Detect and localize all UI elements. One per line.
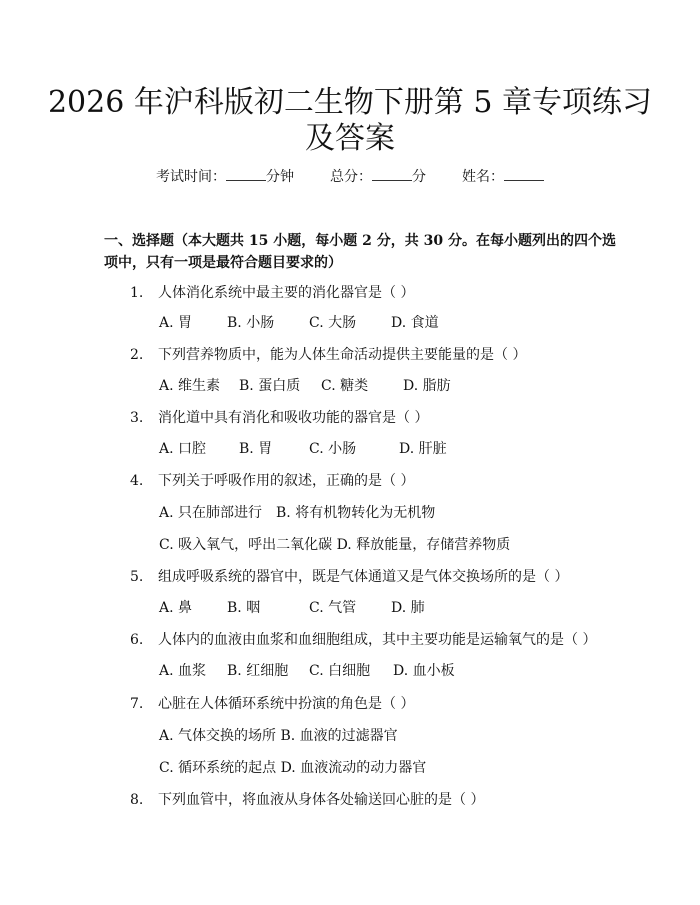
option-a: A. 血浆 bbox=[159, 663, 207, 679]
question-2 bbox=[130, 345, 526, 365]
name-label: 姓名： bbox=[462, 169, 504, 185]
option-b: B. 蛋白质 bbox=[239, 378, 301, 394]
section-heading: 一、选择题（本大题共 15 小题，每小题 2 分，共 30 分。在每小题列出的四个选 bbox=[104, 233, 616, 249]
question-4-options-line1: A. 只在肺部进行 B. 将有机物转化为无机物 bbox=[159, 505, 436, 521]
question-5-options bbox=[159, 598, 425, 618]
question-7-options-line1: A. 气体交换的场所 B. 血液的过滤器官 bbox=[159, 728, 398, 744]
option-d: D. 食道 bbox=[391, 315, 439, 331]
question-number: 4. bbox=[130, 473, 144, 489]
question-number: 2. bbox=[130, 347, 144, 363]
question-1 bbox=[130, 283, 414, 303]
name-blank bbox=[504, 166, 544, 181]
score-unit: 分 bbox=[412, 169, 426, 185]
question-number: 5. bbox=[130, 569, 144, 585]
question-3-options bbox=[159, 439, 447, 459]
option-a: A. 口腔 bbox=[159, 441, 207, 457]
question-text: 下列关于呼吸作用的叙述，正确的是（ ） bbox=[158, 473, 415, 489]
option-d: D. 脂肪 bbox=[403, 378, 451, 394]
option-b: B. 胃 bbox=[239, 441, 273, 457]
question-number: 6. bbox=[130, 632, 144, 648]
question-5 bbox=[130, 567, 568, 587]
option-c: C. 白细胞 bbox=[309, 663, 371, 679]
time-unit: 分钟 bbox=[266, 169, 294, 185]
question-4-options-line2: C. 吸入氧气，呼出二氧化碳 D. 释放能量，存储营养物质 bbox=[159, 537, 511, 553]
name-field bbox=[462, 166, 544, 187]
question-number: 1. bbox=[130, 285, 144, 301]
option-c: C. 大肠 bbox=[309, 315, 357, 331]
option-c: C. 小肠 bbox=[309, 441, 357, 457]
option-d: D. 肝脏 bbox=[399, 441, 447, 457]
question-text: 组成呼吸系统的器官中，既是气体通道又是气体交换场所的是（ ） bbox=[158, 569, 569, 585]
question-7-options-line2: C. 循环系统的起点 D. 血液流动的动力器官 bbox=[159, 760, 427, 776]
option-c: C. 气管 bbox=[309, 600, 357, 616]
question-7 bbox=[130, 694, 414, 714]
option-a: A. 胃 bbox=[159, 315, 193, 331]
question-4 bbox=[130, 471, 414, 491]
question-text: 下列血管中，将血液从身体各处输送回心脏的是（ ） bbox=[158, 792, 485, 808]
score-label: 总分： bbox=[330, 169, 372, 185]
option-b: B. 红细胞 bbox=[227, 663, 289, 679]
question-text: 下列营养物质中，能为人体生命活动提供主要能量的是（ ） bbox=[158, 347, 527, 363]
question-6-options bbox=[159, 661, 455, 681]
question-number: 7. bbox=[130, 696, 144, 712]
question-6 bbox=[130, 630, 596, 650]
question-number: 8. bbox=[130, 792, 144, 808]
option-b: B. 小肠 bbox=[227, 315, 275, 331]
question-text: 心脏在人体循环系统中扮演的角色是（ ） bbox=[158, 696, 415, 712]
time-blank bbox=[226, 166, 266, 181]
option-c: C. 糖类 bbox=[321, 378, 369, 394]
question-text: 人体消化系统中最主要的消化器官是（ ） bbox=[158, 285, 415, 301]
option-a: A. 维生素 bbox=[159, 378, 221, 394]
option-a: A. 鼻 bbox=[159, 600, 193, 616]
question-number: 3. bbox=[130, 410, 144, 426]
question-text: 人体内的血液由血浆和血细胞组成，其中主要功能是运输氧气的是（ ） bbox=[158, 632, 597, 648]
time-label: 考试时间： bbox=[156, 169, 226, 185]
time-field bbox=[156, 166, 294, 187]
option-d: D. 肺 bbox=[391, 600, 425, 616]
page-title-line2: 及答案 bbox=[305, 121, 395, 156]
option-b: B. 咽 bbox=[227, 600, 261, 616]
section-heading-line2: 项中，只有一项是最符合题目要求的） bbox=[104, 255, 342, 271]
question-text: 消化道中具有消化和吸收功能的器官是（ ） bbox=[158, 410, 429, 426]
question-2-options bbox=[159, 376, 451, 396]
page-title: 2026 年沪科版初二生物下册第 5 章专项练习 bbox=[47, 85, 653, 120]
question-3 bbox=[130, 408, 428, 428]
option-d: D. 血小板 bbox=[393, 663, 455, 679]
exam-meta bbox=[0, 166, 700, 187]
question-1-options bbox=[159, 313, 439, 333]
question-8 bbox=[130, 790, 484, 810]
score-blank bbox=[372, 166, 412, 181]
score-field bbox=[330, 166, 426, 187]
